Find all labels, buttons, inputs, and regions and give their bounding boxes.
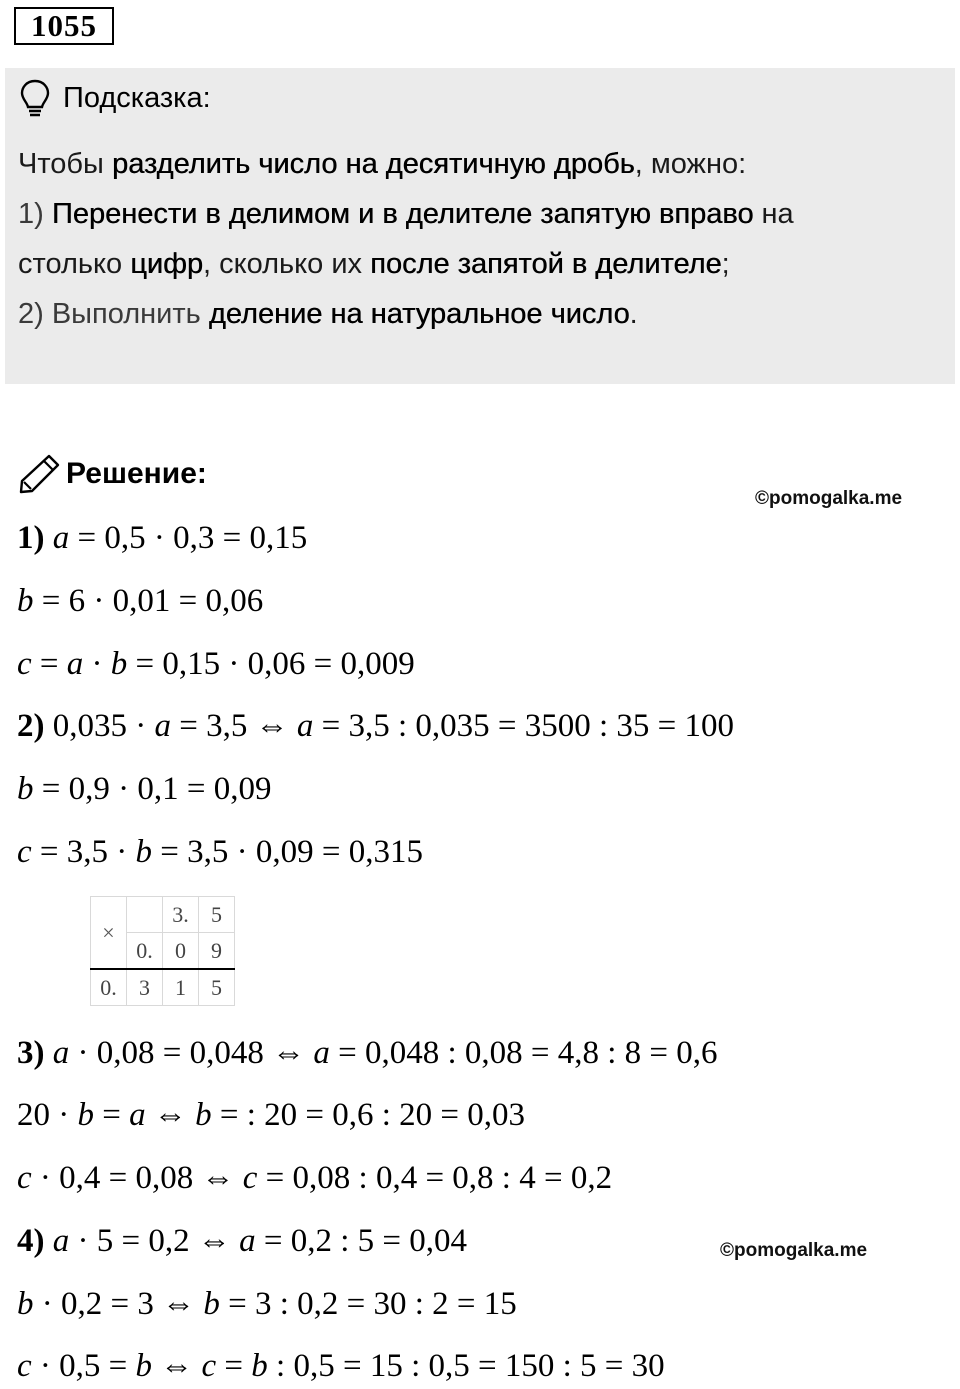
solution-title: Решение: — [66, 457, 207, 490]
mult-cell: 0. — [127, 933, 163, 970]
hint-title: Подсказка: — [63, 82, 211, 114]
math-line-1-2: b = 6 · 0,01 = 0,06 — [17, 583, 264, 619]
math-line-1-1: 1) a = 0,5 · 0,3 = 0,15 — [17, 520, 308, 556]
mult-cell: 9 — [199, 933, 235, 970]
math-line-4-1: 4) a · 5 = 0,2 ⇔ a = 0,2 : 5 = 0,04 — [17, 1223, 467, 1259]
mult-cell: 5 — [199, 897, 235, 933]
mult-result-cell: 5 — [199, 969, 235, 1006]
mult-result-cell: 1 — [163, 969, 199, 1006]
lightbulb-icon — [18, 78, 52, 118]
hint-line-1: Чтобы разделить число на десятичную дробь, можно: — [18, 148, 747, 180]
hint-line-4: 2) Выполнить деление на натуральное число. — [18, 298, 638, 330]
math-line-4-2: b · 0,2 = 3 ⇔ b = 3 : 0,2 = 30 : 2 = 15 — [17, 1286, 517, 1322]
problem-number: 1055 — [14, 7, 114, 45]
math-line-1-3: c = a · b = 0,15 · 0,06 = 0,009 — [17, 646, 415, 682]
math-line-2-2: b = 0,9 · 0,1 = 0,09 — [17, 771, 272, 807]
multiplication-table — [90, 896, 235, 1006]
math-line-2-1: 2) 0,035 · a = 3,5 ⇔ a = 3,5 : 0,035 = 3500 : 35 = 100 — [17, 708, 735, 744]
math-line-2-3: c = 3,5 · b = 3,5 · 0,09 = 0,315 — [17, 834, 423, 870]
mult-result-cell: 3 — [127, 969, 163, 1006]
watermark: ©pomogalka.me — [755, 488, 903, 509]
math-line-3-1: 3) a · 0,08 = 0,048 ⇔ a = 0,048 : 0,08 = 4,8 : 8 = 0,6 — [17, 1035, 718, 1071]
watermark-2: ©pomogalka.me — [720, 1240, 868, 1261]
mult-cell: 0 — [163, 933, 199, 970]
hint-line-2: 1) Перенести в делимом и в делителе запятую вправо на — [18, 198, 794, 230]
multiply-sign: × — [91, 897, 127, 970]
math-line-3-3: c · 0,4 = 0,08 ⇔ c = 0,08 : 0,4 = 0,8 : 4 = 0,2 — [17, 1160, 613, 1196]
hint-line-3: столько цифр, сколько их после запятой в делителе; — [18, 248, 730, 280]
mult-cell: 3. — [163, 897, 199, 933]
pencil-icon — [18, 452, 62, 494]
mult-result-cell: 0. — [91, 969, 127, 1006]
math-line-3-2: 20 · b = a ⇔ b = : 20 = 0,6 : 20 = 0,03 — [17, 1097, 526, 1133]
mult-cell — [127, 897, 163, 933]
math-line-4-3: c · 0,5 = b ⇔ c = b : 0,5 = 15 : 0,5 = 150 : 5 = 30 — [17, 1348, 665, 1384]
